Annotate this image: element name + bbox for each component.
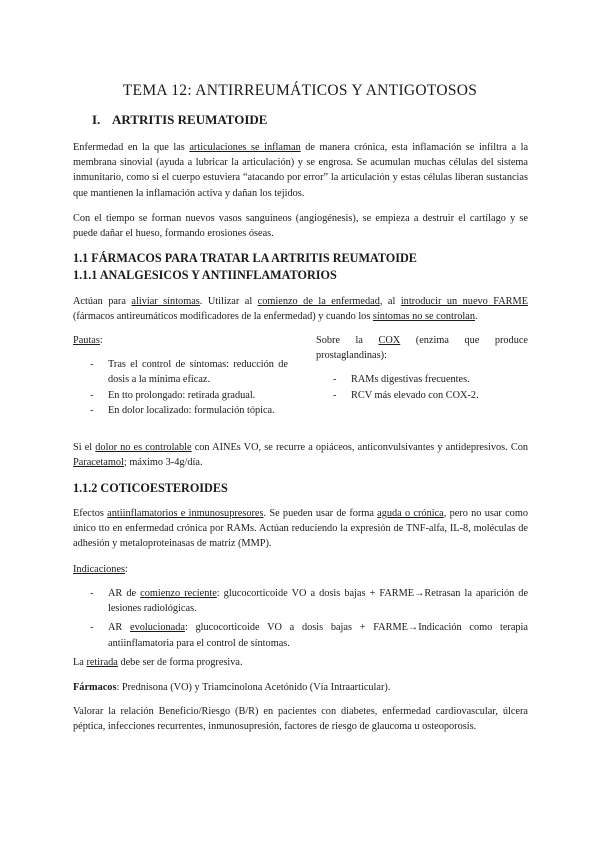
- pautas-label: Pautas:: [73, 335, 103, 346]
- pautas-list: [73, 357, 288, 418]
- paragraph-actuan: Actúan para aliviar síntomas. Utilizar al comienzo de la enfermedad, al introducir un nuevo FARME (fármacos antireumáticos modificadores de la enfermedad) y cuando los síntomas no se controlan.: [73, 296, 529, 323]
- list-item: - En tto prolongado: retirada gradual.: [90, 388, 288, 403]
- cox-intro: Sobre la COX (enzima que produce prostaglandinas):: [316, 335, 528, 362]
- list-item: - Tras el control de síntomas: reducción de dosis a la mínima eficaz.: [90, 357, 288, 387]
- document-title: TEMA 12: ANTIRREUMÁTICOS Y ANTIGOTOSOS: [122, 82, 478, 99]
- section-heading-artritis: [92, 112, 267, 128]
- cox-column: [316, 333, 528, 403]
- list-item: - En dolor localizado: formulación tópica.: [90, 403, 288, 418]
- cox-list: [316, 372, 528, 402]
- paragraph-dolor: Si el dolor no es controlable con AINEs VO, se recurre a opiáceos, anticonvulsivantes y antidepresivos. Con Paracetamol; máximo 3-4g/día.: [73, 442, 529, 469]
- paragraph-farmacos: Fármacos: Prednisona (VO) y Triamcinolona Acetónido (Vía Intraarticular).: [73, 682, 391, 693]
- list-item: - RAMs digestivas frecuentes.: [333, 372, 528, 387]
- indicaciones-label: Indicaciones:: [73, 564, 128, 575]
- subsection-heading-analgesicos: 1.1.1 ANALGESICOS Y ANTIINFLAMATORIOS: [73, 268, 337, 282]
- paragraph-valorar: Valorar la relación Beneficio/Riesgo (B/R) en pacientes con diabetes, enfermedad cardiovascular, úlcera péptica, infecciones recurrentes, inmunosupresión, factores de riesgo de glaucoma u osteoporosis.: [73, 706, 528, 733]
- list-item: - AR evolucionada: glucocorticoide VO a dosis bajas + FARME→Indicación como terapia antiinflamatoria para el control de síntomas.: [90, 620, 528, 650]
- subsection-heading-farmacos: 1.1 FÁRMACOS PARA TRATAR LA ARTRITIS REUMATOIDE: [73, 251, 417, 265]
- list-item: - RCV más elevado con COX-2.: [333, 388, 528, 403]
- indicaciones-list: [90, 586, 528, 651]
- paragraph-angiogenesis: Con el tiempo se forman nuevos vasos sanguíneos (angiogénesis), se empieza a destruir el cartílago y se puede dañar el hueso, formando erosiones óseas.: [73, 213, 528, 240]
- indicaciones-list-wrapper: [90, 586, 528, 655]
- subsection-heading-corticoesteroides: 1.1.2 COTICOESTEROIDES: [73, 481, 228, 495]
- paragraph-retirada: La retirada debe ser de forma progresiva.: [73, 657, 243, 668]
- pautas-column: [73, 333, 288, 418]
- list-item: - AR de comienzo reciente: glucocorticoide VO a dosis bajas + FARME→Retrasan la aparición de lesiones radiológicas.: [90, 586, 528, 616]
- paragraph-enfermedad: Enfermedad en la que las articulaciones se inflaman de manera crónica, esta inflamación se infiltra a la membrana sinovial (ayuda a lubricar la articulación) y se engrosa. Se acumulan muchas células del sistema inmunitario, como si el cuerpo estuviera “atacando por error” la articulación y estas células liberan sustancias que mantienen la inflamación activa y dañan los tejidos.: [73, 142, 529, 199]
- section-label: ARTRITIS REUMATOIDE: [112, 112, 268, 127]
- paragraph-efectos: Efectos antiinflamatorios e inmunosupresores. Se pueden usar de forma aguda o crónica, pero no usar como único tto en enfermedad crónica por RAMs. Actúan reduciendo la expresión de TNF-alfa, IL-8, moléculas de adhesión y metaloproteinasas de matriz (MMP).: [73, 508, 528, 550]
- section-number: I.: [92, 112, 101, 127]
